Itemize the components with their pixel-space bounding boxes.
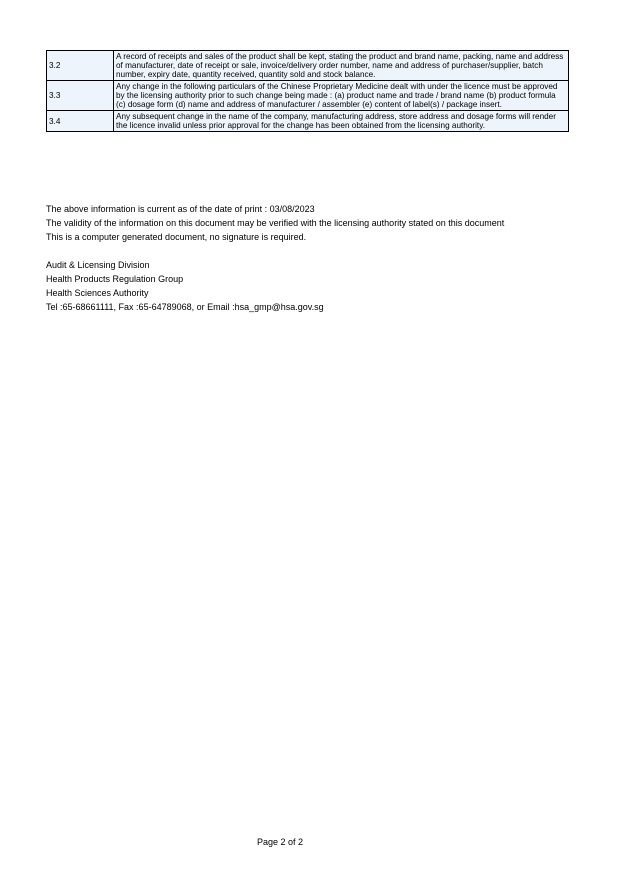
condition-number: 3.4 (47, 111, 114, 132)
table-row (47, 81, 569, 111)
contact-block (46, 258, 324, 314)
computer-generated-text: This is a computer generated document, no signature is required. (46, 232, 307, 242)
validity-text: The validity of the information on this document may be verified with the licensing authority stated on this document (46, 218, 505, 228)
contact-details: Tel :65-68661111, Fax :65-64789068, or Email :hsa_gmp@hsa.gov.sg (46, 302, 324, 312)
table-row (47, 111, 569, 132)
licence-conditions-table (46, 50, 569, 132)
current-as-of-text: The above information is current as of the date of print : 03/08/2023 (46, 204, 315, 214)
condition-text: Any subsequent change in the name of the company, manufacturing address, store address and dosage forms will render the licence invalid unless prior approval for the change has been obtained from the licensing authority. (114, 111, 569, 132)
print-information (46, 202, 504, 244)
condition-text: A record of receipts and sales of the product shall be kept, stating the product and brand name, packing, name and address of manufacturer, date of receipt or sale, invoice/delivery order number, name and address of purchaser/supplier, batch number, expiry date, quantity received, quantity sold and stock balance. (114, 51, 569, 81)
table-row (47, 51, 569, 81)
page-number: Page 2 of 2 (256, 837, 304, 847)
condition-number: 3.2 (47, 51, 114, 81)
condition-number: 3.3 (47, 81, 114, 111)
condition-text: Any change in the following particulars of the Chinese Proprietary Medicine dealt with under the licence must be approved by the licensing authority prior to such change being made : (a) product name and trade / brand name (b) product formula (c) dosage form (d) name and address of manufacturer / assembler (e) content of label(s) / package insert. (114, 81, 569, 111)
division-name: Audit & Licensing Division (46, 260, 150, 270)
authority-name: Health Sciences Authority (46, 288, 149, 298)
group-name: Health Products Regulation Group (46, 274, 184, 284)
